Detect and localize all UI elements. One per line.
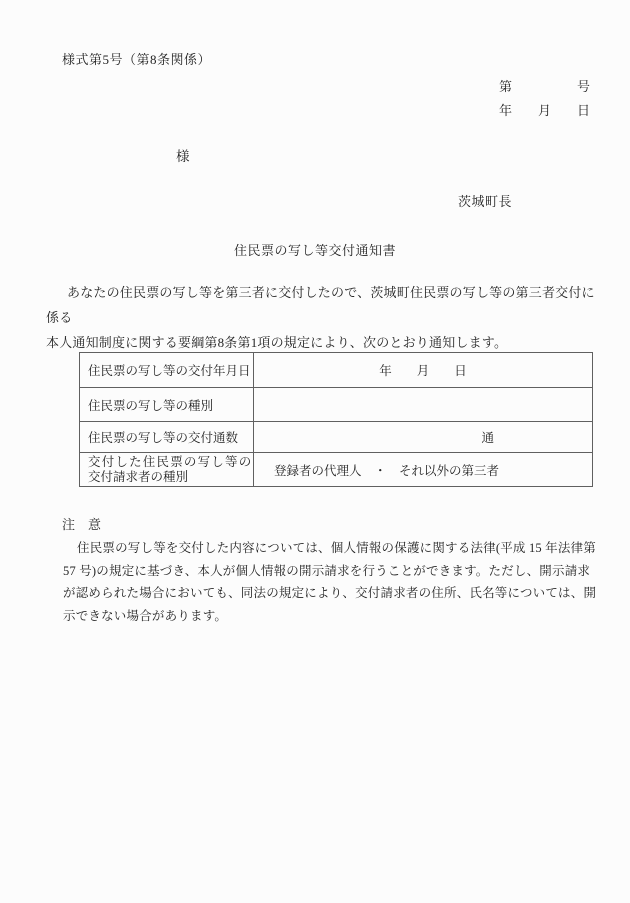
row-value: 登録者の代理人 ・ それ以外の第三者 (254, 453, 593, 487)
document-title: 住民票の写し等交付通知書 (233, 243, 396, 258)
table-row (80, 388, 593, 422)
body-paragraph-line: 本人通知制度に関する要綱第8条第1項の規定により、次のとおり通知します。 (46, 335, 508, 350)
row-label-line: 交付請求者の種別 (88, 469, 189, 484)
table-row (80, 422, 593, 453)
body-paragraph (46, 280, 600, 355)
row-label: 住民票の写し等の交付通数 (80, 422, 254, 453)
row-label: 住民票の写し等の種別 (80, 388, 254, 422)
doc-number-line: 第 号 (498, 79, 590, 94)
row-label-line: 交付した住民票の写し等の (88, 454, 253, 469)
row-label: 住民票の写し等の交付年月日 (80, 353, 254, 388)
row-label (80, 453, 254, 487)
table-row (80, 453, 593, 487)
addressee-suffix: 様 (176, 149, 190, 164)
notification-table (79, 352, 593, 487)
sender-title: 茨城町長 (458, 194, 513, 209)
note-heading: 注 意 (62, 517, 102, 532)
note-line: 57 号)の規定に基づき、本人が個人情報の開示請求を行うことができます。ただし、開示請求 (63, 563, 591, 578)
note-paragraph (63, 537, 599, 627)
body-paragraph-line: あなたの住民票の写し等を第三者に交付したので、茨城町住民票の写し等の第三者交付に係る (46, 285, 595, 325)
note-line: 示できない場合があります。 (63, 608, 228, 623)
row-value (254, 388, 593, 422)
row-value: 通 (254, 422, 593, 453)
table-row (80, 353, 593, 388)
note-line: が認められた場合においても、同法の規定により、交付請求者の住所、氏名等については、開 (63, 586, 597, 600)
form-number: 様式第5号（第8条関係） (62, 52, 212, 67)
note-line: 住民票の写し等を交付した内容については、個人情報の保護に関する法律(平成 15 年法律第 (77, 541, 596, 555)
date-line: 年 月 日 (498, 103, 590, 118)
row-value: 年 月 日 (254, 353, 593, 388)
